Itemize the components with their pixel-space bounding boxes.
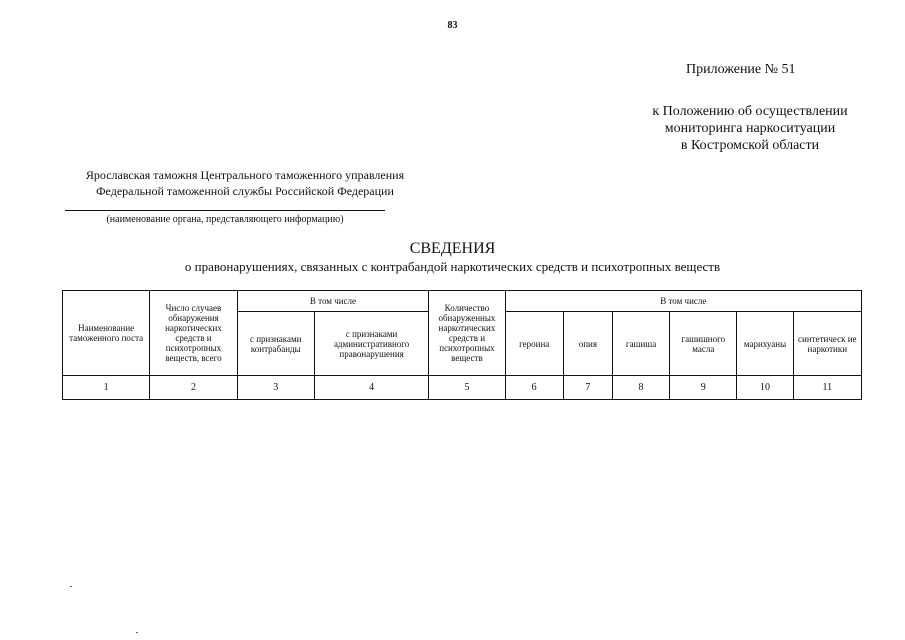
report-table [62,290,862,400]
header-marijuana: марихуаны [737,312,793,376]
header-opium: опия [563,312,612,376]
column-number: 4 [314,376,428,400]
header-including-a: В том числе [237,291,429,312]
column-number: 1 [63,376,150,400]
header-cases-total: Число случаев обнаружения наркотических средств и психотропных веществ, всего [150,291,237,376]
table-header-row [63,291,862,312]
appendix-subtitle-line: мониторинга наркоситуации [664,121,836,136]
column-number: 9 [670,376,737,400]
column-number-row [63,376,862,400]
appendix-subtitle [600,103,900,154]
appendix-title: Приложение № 51 [686,62,796,77]
column-number: 8 [612,376,669,400]
column-number: 5 [429,376,505,400]
header-post: Наименование таможенного поста [63,291,150,376]
organization-name-line: Ярославская таможня Центрального таможенного управления [85,168,405,182]
header-quantity: Количество обнаруженных наркотических средств и психотропных веществ [429,291,505,376]
column-number: 6 [505,376,563,400]
page-number: 83 [447,20,458,31]
header-hashish: гашиша [612,312,669,376]
header-including-b: В том числе [505,291,861,312]
organization-name-line: Федеральной таможенной службы Российской Федерации [96,184,394,198]
report-subtitle: о правонарушениях, связанных с контрабандой наркотических средств и психотропных веществ [184,259,721,274]
header-heroin: героина [505,312,563,376]
appendix-subtitle-line: в Костромской области [680,138,820,153]
column-number: 2 [150,376,237,400]
organization-caption: (наименование органа, представляющего информацию) [106,214,344,225]
header-contraband: с признаками контрабанды [237,312,314,376]
header-hash-oil: гашишного масла [670,312,737,376]
appendix-subtitle-line: к Положению об осуществлении [652,104,848,119]
column-number: 10 [737,376,793,400]
column-number: 11 [793,376,861,400]
report-title: СВЕДЕНИЯ [409,240,496,257]
organization-underline [65,210,385,211]
column-number: 3 [237,376,314,400]
column-number: 7 [563,376,612,400]
header-admin: с признаками административного правонарушения [314,312,428,376]
scan-speck [70,586,72,587]
scan-speck [136,632,138,633]
organization-name [60,167,430,199]
header-synthetic: синтетическ ие наркотики [793,312,861,376]
